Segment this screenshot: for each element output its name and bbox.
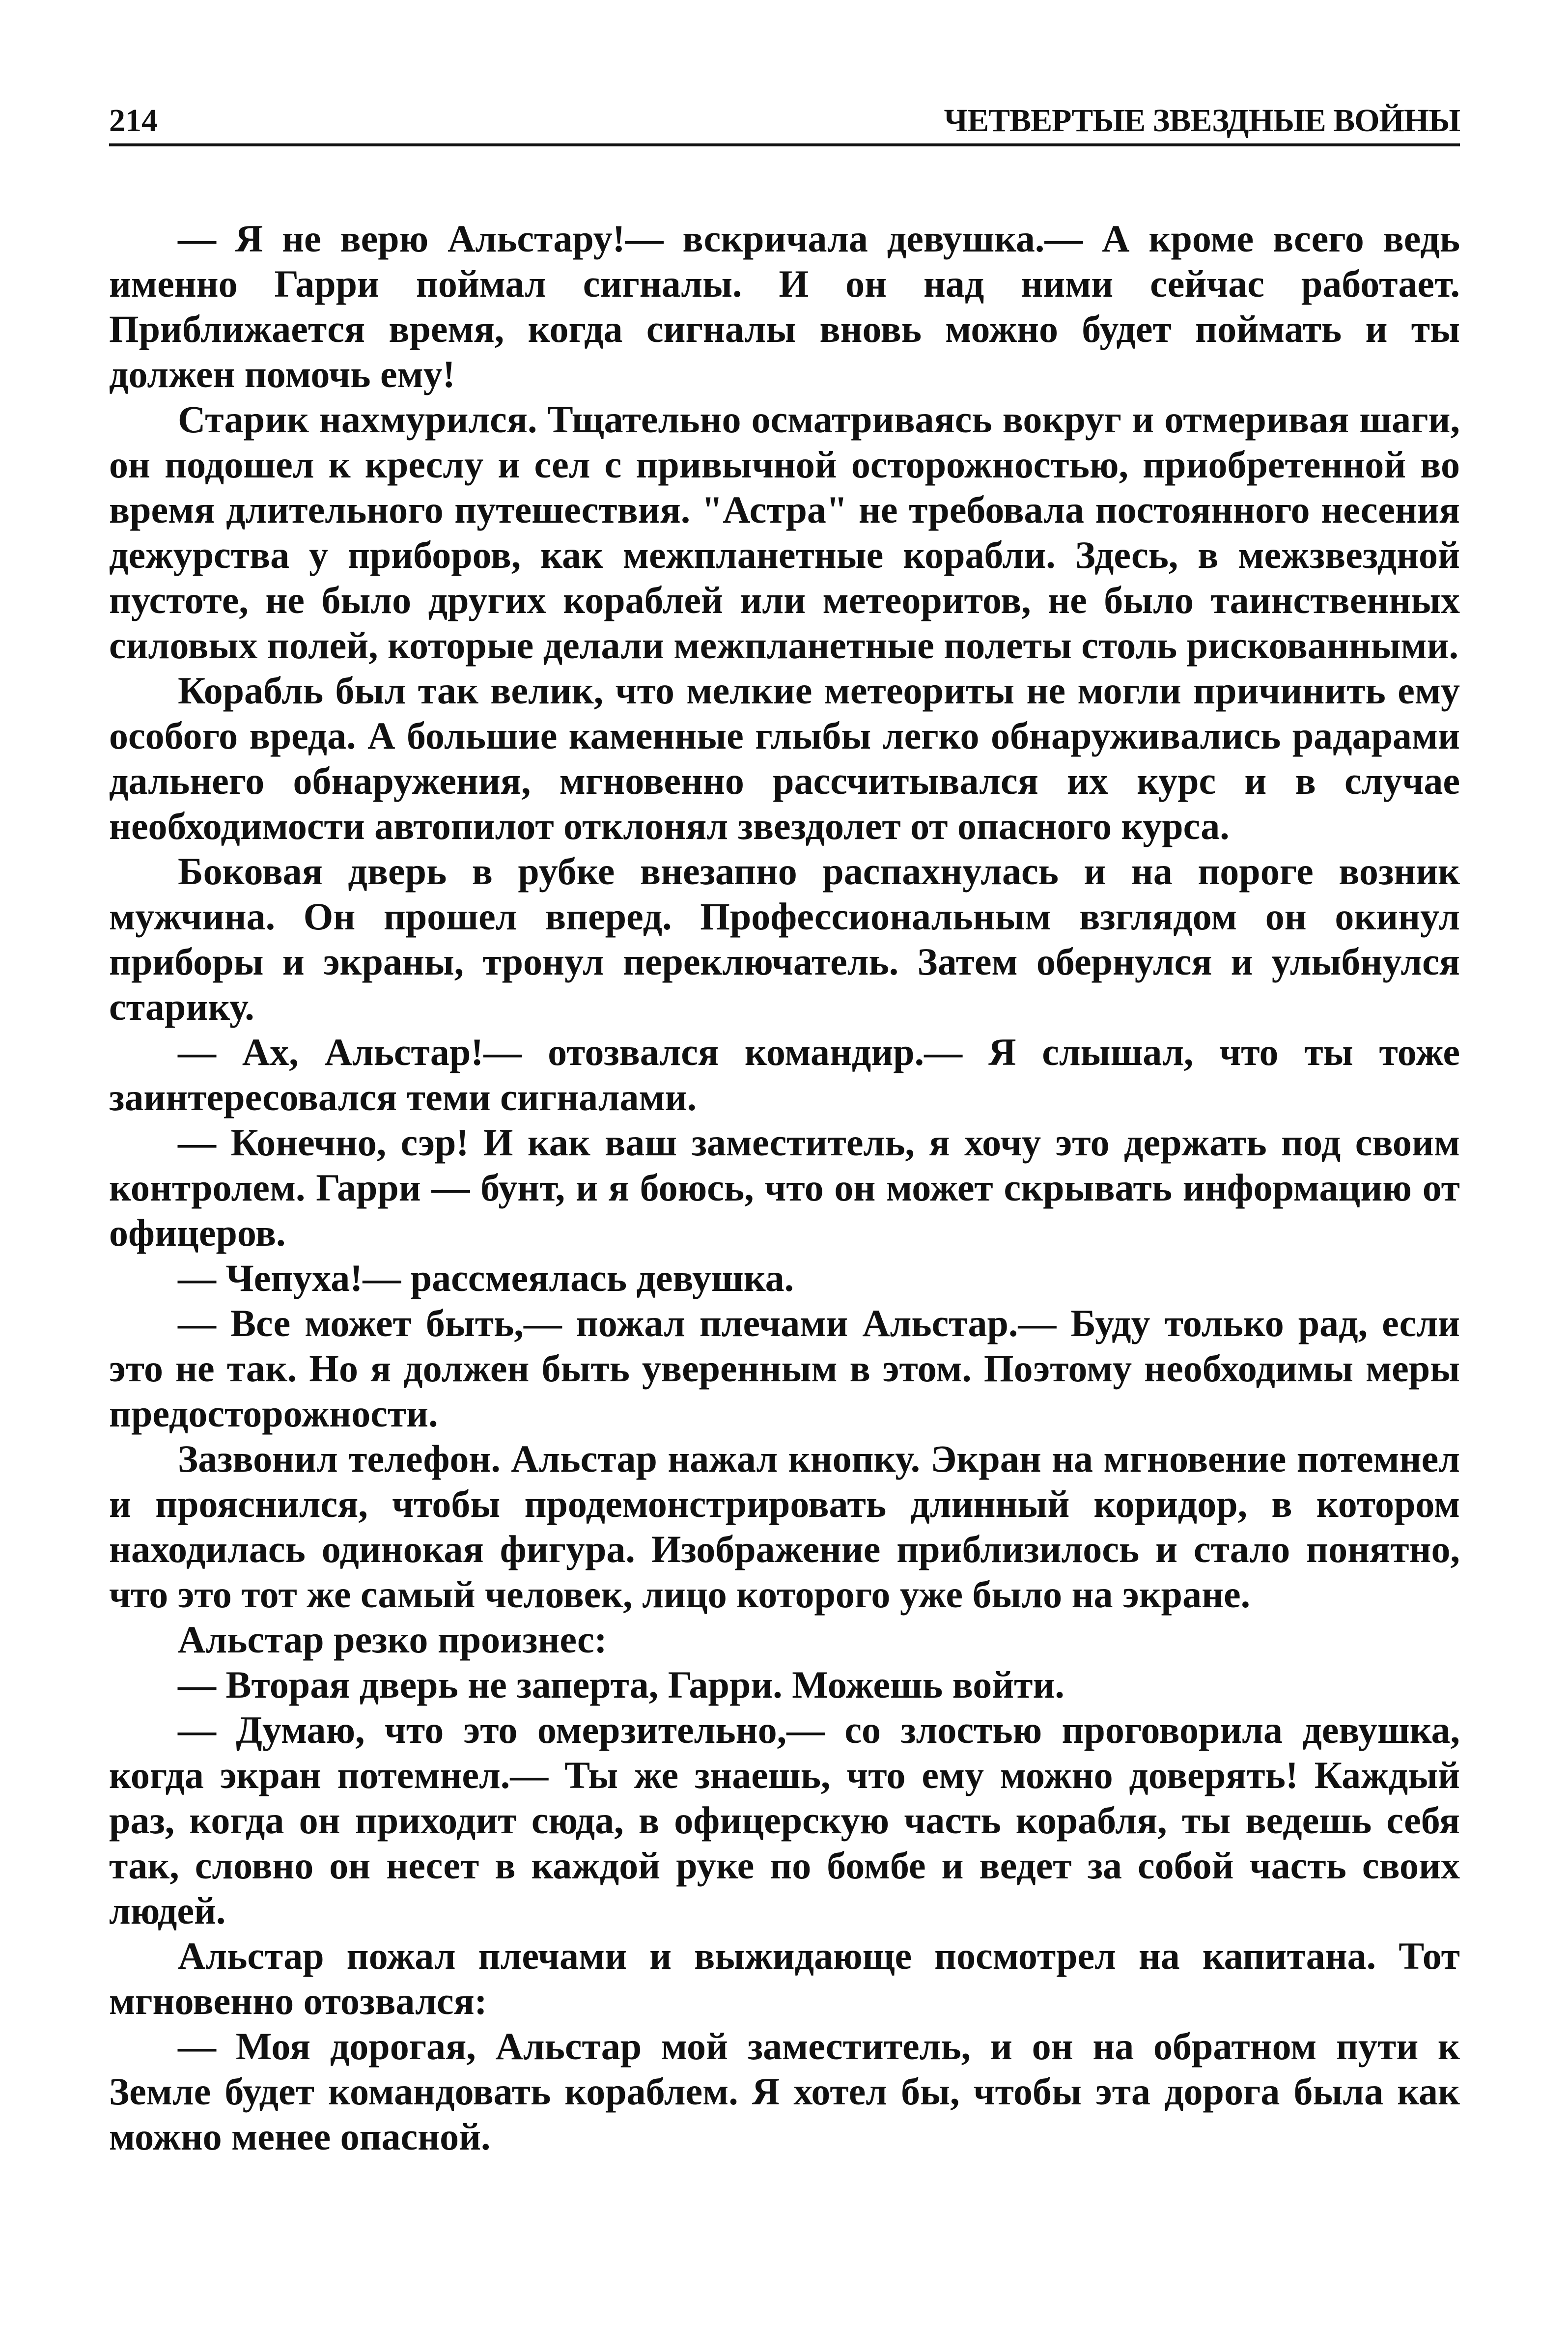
paragraph: — Думаю, что это омерзительно,— со злостью проговорила девушка, когда экран потемнел.— Ты же знаешь, что ему можно доверять! Каждый раз, когда он приходит сюда, в офицерскую часть корабля, ты ведешь себя так, словно он несет в каждой руке по бомбе и ведет за собой часть своих людей. bbox=[109, 1708, 1460, 1932]
running-title: ЧЕТВЕРТЫЕ ЗВЕЗДНЫЕ ВОЙНЫ bbox=[944, 103, 1460, 139]
paragraph: Альстар пожал плечами и выжидающе посмотрел на капитана. Тот мгновенно отозвался: bbox=[109, 1934, 1460, 2022]
paragraph: — Ах, Альстар!— отозвался командир.— Я слышал, что ты тоже заинтересовался теми сигналами. bbox=[109, 1031, 1460, 1119]
paragraph: — Конечно, сэр! И как ваш заместитель, я хочу это держать под своим контролем. Гарри — бунт, и я боюсь, что он может скрывать информацию от офицеров. bbox=[109, 1121, 1460, 1254]
paragraph: — Все может быть,— пожал плечами Альстар.— Буду только рад, если это не так. Но я должен быть уверенным в этом. Поэтому необходимы меры предосторожности. bbox=[109, 1302, 1460, 1435]
paragraph: — Вторая дверь не заперта, Гарри. Можешь войти. bbox=[178, 1663, 1064, 1706]
paragraph: — Моя дорогая, Альстар мой заместитель, и он на обратном пути к Земле будет командовать кораблем. Я хотел бы, чтобы эта дорога была как можно менее опасной. bbox=[109, 2025, 1460, 2158]
paragraph: — Чепуха!— рассмеялась девушка. bbox=[178, 1257, 794, 1299]
paragraph: Старик нахмурился. Тщательно осматриваясь вокруг и отмеривая шаги, он подошел к креслу и сел с привычной осторожностью, приобретенной во время длительного путешествия. "Астра" не требовала постоянного несения дежурства у приборов, как межпланетные корабли. Здесь, в межзвездной пустоте, не было других кораблей или метеоритов, не было таинственных силовых полей, которые делали межпланетные полеты столь рискованными. bbox=[109, 398, 1460, 667]
paragraph: Корабль был так велик, что мелкие метеориты не могли причинить ему особого вреда. А большие каменные глыбы легко обнаруживались радарами дальнего обнаружения, мгновенно рассчитывался их курс и в случае необходимости автопилот отклонял звездолет от опасного курса. bbox=[109, 669, 1460, 847]
paragraph: Альстар резко произнес: bbox=[178, 1618, 607, 1661]
paragraph: Зазвонил телефон. Альстар нажал кнопку. Экран на мгновение потемнел и прояснился, чтобы продемонстрировать длинный коридор, в котором находилась одинокая фигура. Изображение приблизилось и стало понятно, что это тот же самый человек, лицо которого уже было на экране. bbox=[109, 1437, 1460, 1616]
paragraph: Боковая дверь в рубке внезапно распахнулась и на пороге возник мужчина. Он прошел вперед. Профессиональным взглядом он окинул приборы и экраны, тронул переключатель. Затем обернулся и улыбнулся старику. bbox=[109, 850, 1460, 1028]
page-number: 214 bbox=[109, 103, 158, 139]
paragraph: — Я не верю Альстару!— вскричала девушка.— А кроме всего ведь именно Гарри поймал сигналы. И он над ними сейчас работает. Приближается время, когда сигналы вновь можно будет поймать и ты должен помочь ему! bbox=[109, 217, 1460, 395]
body-text bbox=[109, 216, 1460, 2159]
page-header bbox=[109, 98, 1460, 146]
